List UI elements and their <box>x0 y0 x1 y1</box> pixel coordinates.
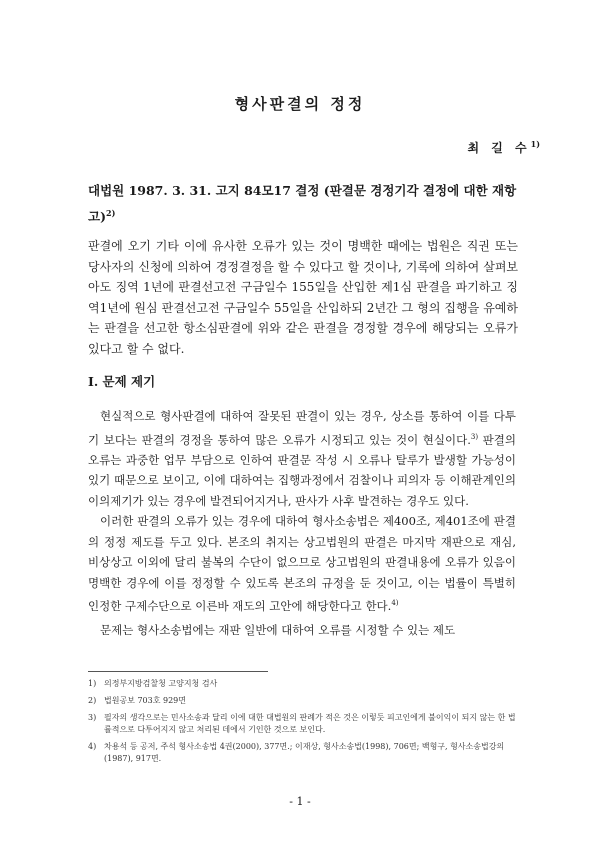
footnote-divider <box>88 671 268 672</box>
paragraph <box>88 511 516 616</box>
footnote-item <box>88 741 520 765</box>
footnote-item <box>88 712 520 736</box>
case-heading-text: 대법원 1987. 3. 31. 고지 84모17 결정 (판결문 경정기각 결정에 대한 재항고) <box>88 183 517 225</box>
page-number: - 1 - <box>289 795 311 808</box>
author-footnote-ref[interactable]: 1) <box>530 139 540 149</box>
footnote-item <box>88 678 520 690</box>
footnote-ref[interactable]: 4) <box>391 599 399 608</box>
footnote-number: 2) <box>88 696 97 705</box>
footnotes <box>88 678 520 770</box>
footnote-text: 법원공보 703호 929면 <box>104 696 186 705</box>
footnote-text: 필자의 생각으로는 민사소송과 달리 이에 대한 대법원의 판례가 적은 것은 이렇듯 피고인에게 불이익이 되지 않는 한 법률적으로 다투어지지 않고 처리된 데에서 기인한 것으로 보인다. <box>104 713 516 734</box>
footnote-number: 4) <box>88 742 97 751</box>
paragraph <box>88 406 516 511</box>
section-heading: Ⅰ. 문제 제기 <box>88 374 156 389</box>
footnote-number: 3) <box>88 713 97 722</box>
paragraph <box>88 617 516 640</box>
paragraph-text: 이러한 판결의 오류가 있는 경우에 대하여 형사소송법은 제400조, 제401조에 판결의 정정 제도를 두고 있다. 본조의 취지는 상고법원의 판결은 마지막 재판으로 재심, 비상상고 이외에 달리 불복의 수단이 없으므로 상고법원의 판결내용에 오류가 있음이 명백한 경우에 이를 정정할 수 있도록 본조의 규정을 둔 것이고, 이는 법률이 특별히 인정한 구제수단으로 이른바 재도의 고안에 해당한다고 한다. <box>88 514 516 614</box>
footnote-number: 1) <box>88 679 97 688</box>
holding-summary: 판결에 오기 기타 이에 유사한 오류가 있는 것이 명백한 때에는 법원은 직권 또는 당사자의 신청에 의하여 경정결정을 할 수 있다고 할 것이나, 기록에 의하여 살펴보아도 징역 1년에 판결선고전 구금일수 155일을 산입한 제1심 판결을 파기하고 징역1년에 원심 판결선고전 구금일수 55일을 산입하되 2년간 그 형의 집행을 유예하는 판결을 선고한 항소심판결에 위와 같은 판결을 경정할 경우에 해당되는 오류가 있다고 할 수 없다. <box>88 239 518 356</box>
paragraph-text-cont: 판결의 오류는 과중한 업무 부담으로 인하여 판결문 작성 시 오류나 탈루가 발생할 가능성이 있기 때문으로 보이고, 이에 대하여는 집행과정에서 검찰이나 피의자 등 이해관계인의 이의제기가 있는 경우에 발견되어지거나, 판사가 사후 발견하는 경우도 있다. <box>88 432 517 508</box>
footnote-text: 의정부지방검찰청 고양지청 검사 <box>104 679 218 688</box>
footnote-ref[interactable]: 3) <box>470 432 479 441</box>
paragraph-text: 문제는 형사소송법에는 재판 일반에 대하여 오류를 시정할 수 있는 제도 <box>100 622 456 637</box>
article-title: 형사판결의 정정 <box>234 95 366 113</box>
case-heading <box>88 180 528 228</box>
footnote-text: 차용석 등 공저, 주석 형사소송법 4권(2000), 377면.; 이재상, 형사소송법(1998), 706면; 백형구, 형사소송법강의(1987), 917면. <box>104 742 505 763</box>
author-name: 최 길 수 <box>467 141 531 155</box>
paragraph-text: 현실적으로 형사판결에 대하여 잘못된 판결이 있는 경우, 상소를 통하여 이를 다투기 보다는 판결의 경정을 통하여 많은 오류가 시정되고 있는 것이 현실이다. <box>88 409 516 447</box>
case-footnote-ref[interactable]: 2) <box>106 208 116 218</box>
body-text <box>88 406 516 640</box>
author-line <box>468 139 541 156</box>
footnote-item <box>88 695 520 707</box>
